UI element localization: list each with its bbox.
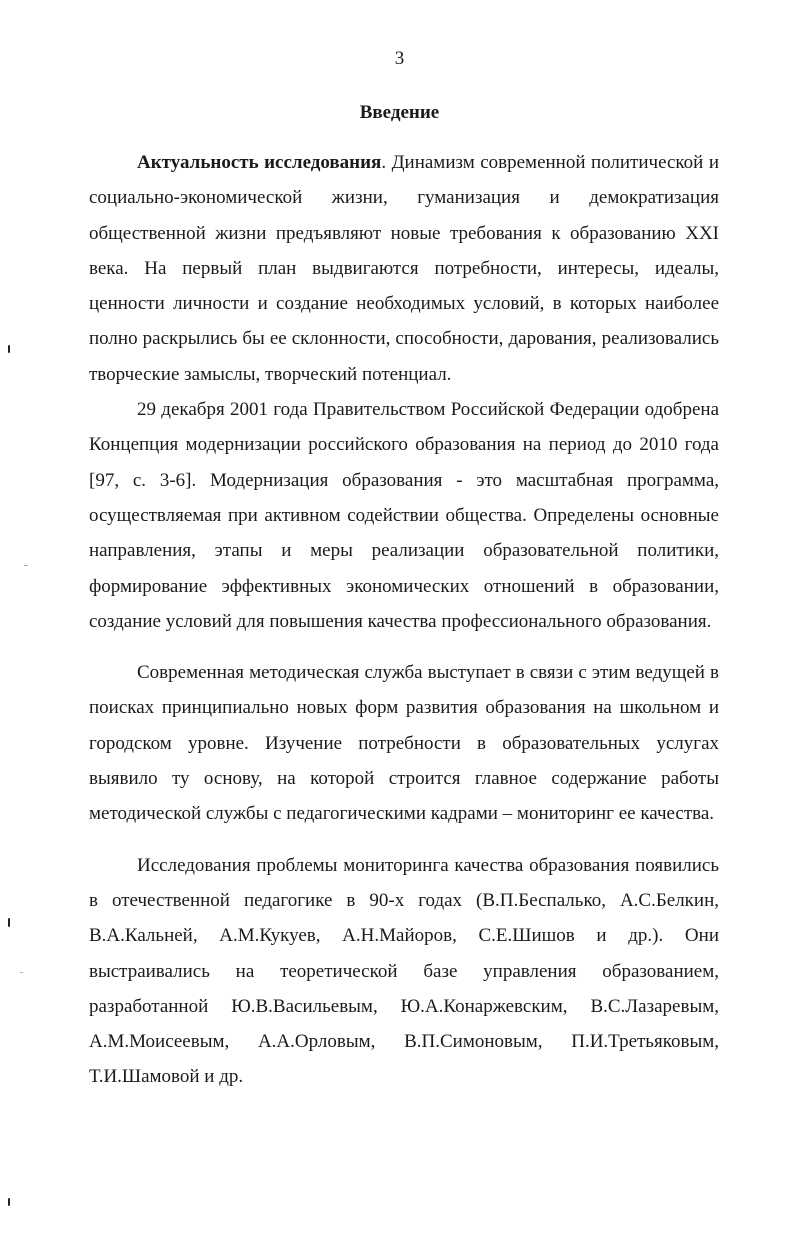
scan-mark (8, 918, 10, 927)
scan-mark (24, 565, 28, 566)
scan-mark (8, 345, 10, 353)
paragraph-relevance (89, 145, 719, 392)
paragraph-methodical-service: Современная методическая служба выступает в связи с этим ведущей в поисках принципиально новых форм развития образования на школьном и городском уровне. Изучение потребности в образовательных услугах выявило ту основу, на которой строится главное содержание работы методической службы с педагогическими кадрами – мониторинг ее качества. (89, 662, 719, 825)
scan-mark (20, 972, 23, 973)
relevance-lead: Актуальность исследования (137, 152, 382, 173)
paragraph-monitoring-research: Исследования проблемы мониторинга качества образования появились в отечественной педагогике в 90-х годах (В.П.Беспалько, А.С.Белкин, В.А.Кальней, А.М.Кукуев, А.Н.Майоров, С.Е.Шишов и др.). Они выстраивались на теоретической базе управления образованием, разработанной Ю.В.Васильевым, Ю.А.Конаржевским, В.С.Лазаревым, А.М.Моисеевым, А.А.Орловым, В.П.Симоновым, П.И.Третьяковым, Т.И.Шамовой и др. (89, 854, 719, 1088)
page-number: 3 (394, 48, 405, 69)
body-text (89, 145, 719, 1095)
scan-mark (8, 1198, 10, 1206)
section-heading: Введение (359, 102, 440, 123)
paragraph-relevance-text: . Динамизм современной политической и социально-экономической жизни, гуманизация и демократизация общественной жизни предъявляют новые требования к образованию XXI века. На первый план выдвигаются потребности, интересы, идеалы, ценности личности и создание необходимых условий, в которых наиболее полно раскрылись бы ее склонности, способности, дарования, реализовались творческие замыслы, творческий потенциал. (89, 152, 719, 385)
paragraph-modernization: 29 декабря 2001 года Правительством Российской Федерации одобрена Концепция модернизации российского образования на период до 2010 года [97, с. 3-6]. Модернизация образования - это масштабная программа, осуществляемая при активном содействии общества. Определены основные направления, этапы и меры реализации образовательной политики, формирование эффективных экономических отношений в образовании, создание условий для повышения качества профессионального образования. (89, 399, 719, 632)
